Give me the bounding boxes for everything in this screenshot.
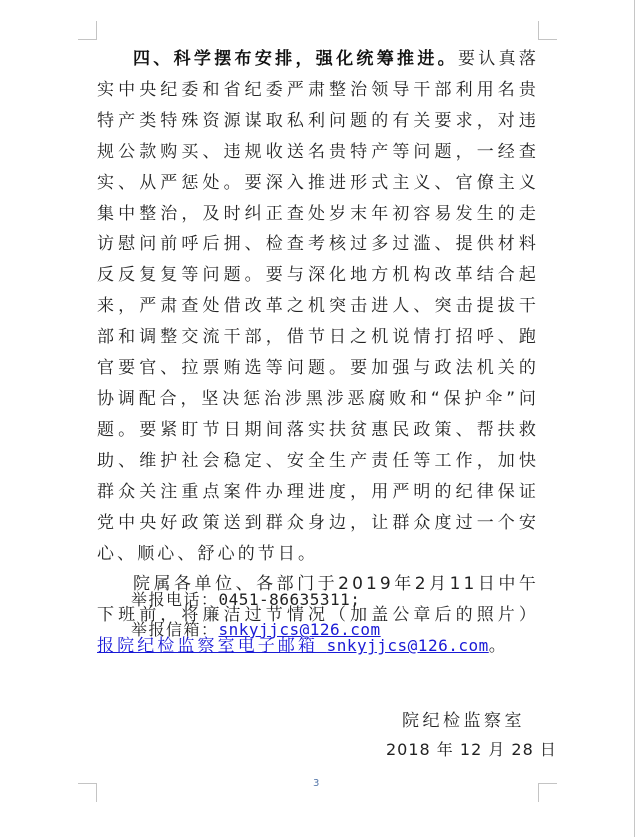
section-four-paragraph xyxy=(97,44,539,569)
signature-date: 2018 年 12 月 28 日 xyxy=(386,740,557,759)
page-edge xyxy=(634,0,635,837)
submission-text: 院属各单位、各部门于2019年2月11日中午下班前，将廉洁过节情况（加盖公章后的照片） xyxy=(97,574,539,626)
signature-organization: 院纪检监察室 xyxy=(402,711,525,731)
crop-mark-top-left xyxy=(78,21,97,40)
report-phone-label: 举报电话： xyxy=(131,590,219,609)
report-mail-link[interactable]: snkyjjcs@126.com xyxy=(218,620,381,639)
email-link-label: 报院纪检监察室电子邮箱 xyxy=(97,636,327,657)
report-phone-line xyxy=(131,587,360,610)
section-four-text: 要认真落实中央纪委和省纪委严肃整治领导干部利用名贵特产类特殊资源谋取私利问题的有关要求，对违规公款购买、违规收送名贵特产等问题，一经查实、从严惩处。要深入推进形式主义、官僚主义集中整治，及时纠正查处岁末年初容易发生的走访慰问前呼后拥、检查考核过多过滥、提供材料反反复复等问题。要与深化地方机构改革结合起来，严肃查处借改革之机突击进人、突击提拔干部和调整交流干部，借节日之机说情打招呼、跑官要官、拉票贿选等问题。要加强与政法机关的协调配合，坚决惩治涉黑涉恶腐败和“保护伞”问题。要紧盯节日期间落实扶贫惠民政策、帮扶救助、维护社会稳定、安全生产责任等工作，加快群众关注重点案件办理进度，用严明的纪律保证党中央好政策送到群众身边，让群众度过一个安心、顺心、舒心的节日。 xyxy=(97,49,539,564)
submission-paragraph xyxy=(97,569,539,662)
report-mail-line xyxy=(131,617,381,640)
report-mail-label: 举报信箱： xyxy=(131,620,219,639)
section-four-heading: 四、科学摆布安排，强化统筹推进。 xyxy=(133,49,458,69)
crop-mark-top-right xyxy=(538,21,557,40)
crop-mark-bottom-left xyxy=(78,783,97,802)
report-phone-value: 0451-86635311; xyxy=(218,590,361,609)
document-body xyxy=(97,44,539,662)
crop-mark-bottom-right xyxy=(538,783,557,802)
email-link-address: snkyjjcs@126.com xyxy=(326,636,489,656)
page-number: 3 xyxy=(313,778,320,789)
submission-end: 。 xyxy=(488,636,509,657)
